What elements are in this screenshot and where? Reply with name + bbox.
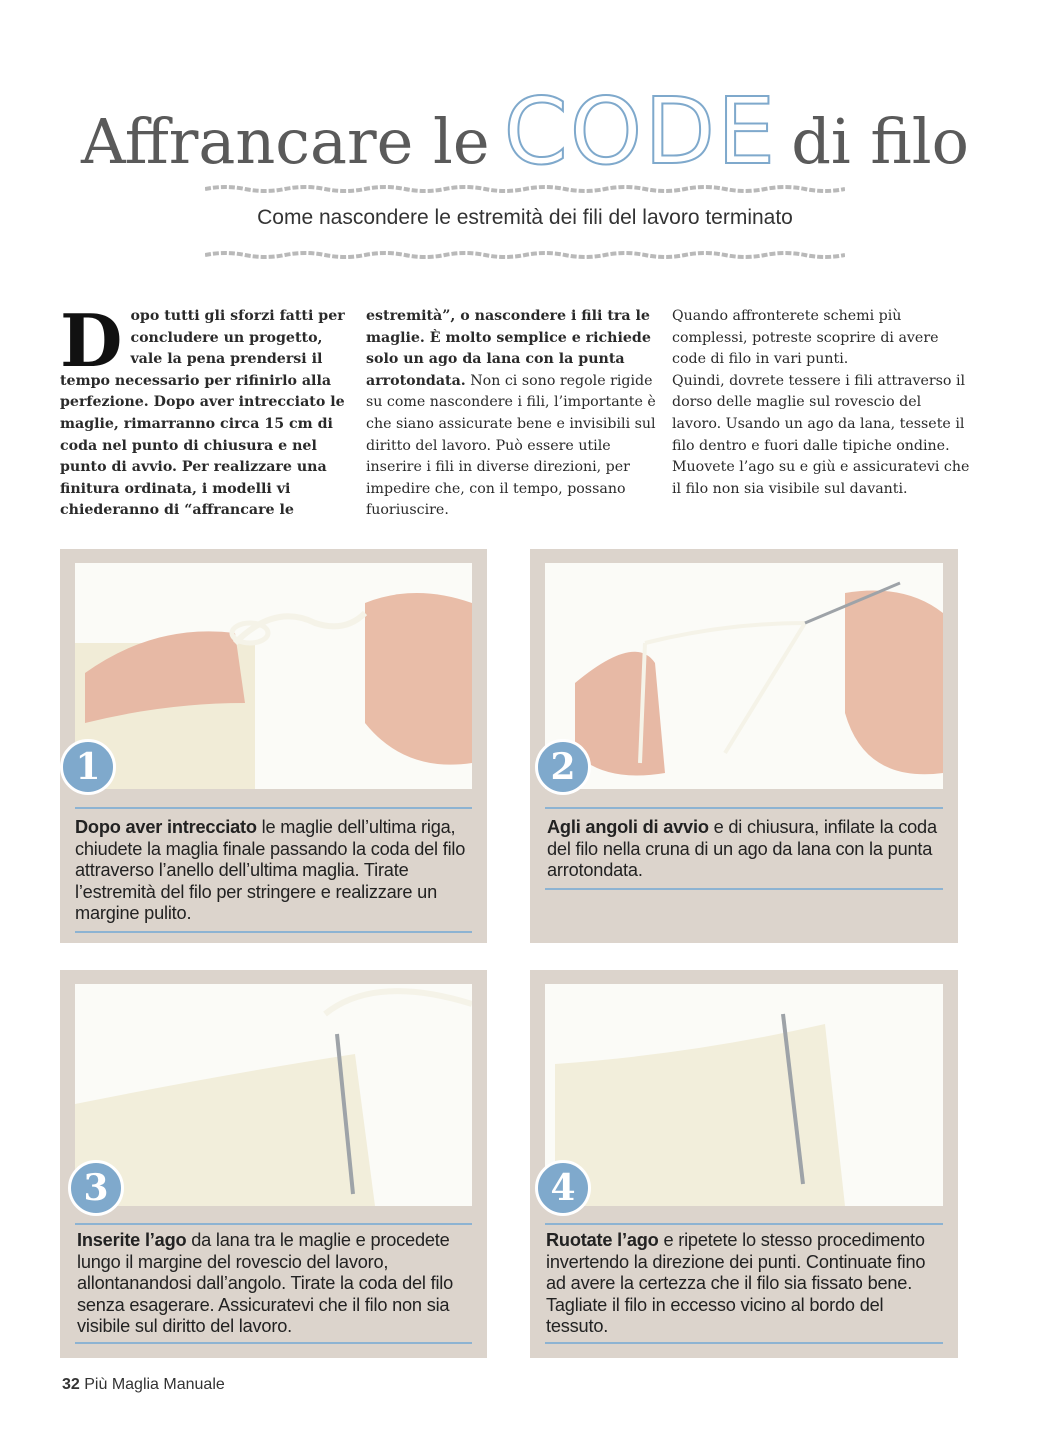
page-number: 32 xyxy=(62,1376,80,1393)
step-card-4 xyxy=(530,970,958,1358)
step-2-number: 2 xyxy=(535,739,591,795)
title-part2: di filo xyxy=(791,105,969,178)
step-3-top-rule xyxy=(75,1223,472,1225)
intro-column-1 xyxy=(60,298,348,522)
step-1-photo xyxy=(75,563,472,789)
step-2-photo xyxy=(545,563,943,789)
step-1-lead: Dopo aver intrecciato xyxy=(75,817,257,837)
page-footer xyxy=(62,1376,225,1394)
knit-fabric-reverse-needle-illustration xyxy=(545,984,943,1206)
step-2-text xyxy=(547,817,942,882)
step-card-2 xyxy=(530,549,958,943)
step-2-bottom-rule xyxy=(545,888,943,890)
title-emphasis: CODE xyxy=(503,78,778,185)
intro-col3-p2: Quindi, dovrete tessere i fili attraverso il dorso delle maglie sul rovescio del lavoro. Usando un ago da lana, tessete il filo dentro e fuori dalle tipiche ondine. Muovete l’ago su e giù e assicuratevi che il filo non sia visibile sul davanti. xyxy=(672,372,970,497)
intro-col2-text: Non ci sono regole rigide su come nascondere i fili, l’importante è che siano assicurate bene e invisibili sul diritto del lavoro. Può essere utile inserire i fili in diverse direzioni, per impedire che, con il tempo, possano fuoriuscire. xyxy=(366,372,656,519)
title-part1: Affrancare le xyxy=(81,105,490,178)
step-4-text xyxy=(546,1230,942,1338)
step-1-body: le maglie dell’ultima riga, chiudete la maglia finale passando la coda del filo attraverso l’anello dell’ultima maglia. Tirate l’estremità del filo per stringere e realizzare un margine pulito. xyxy=(75,817,466,924)
dropcap: D xyxy=(60,298,123,383)
step-4-bottom-rule xyxy=(545,1342,943,1344)
knit-fabric-with-needle-illustration xyxy=(75,984,472,1206)
step-3-text xyxy=(77,1230,472,1338)
magazine-name: Più Maglia Manuale xyxy=(84,1376,225,1393)
step-2-top-rule xyxy=(545,807,943,809)
step-2-body: e di chiusura, infilate la coda del filo nella cruna di un ago da lana con la punta arrotondata. xyxy=(547,817,937,881)
step-3-lead: Inserite l’ago xyxy=(77,1230,187,1250)
step-card-3 xyxy=(60,970,487,1358)
hands-threading-needle-illustration xyxy=(545,563,943,789)
step-4-body: e ripetete lo stesso procedimento invertendo la direzione dei punti. Continuate fino ad avere la certezza che il filo sia fissato bene. Tagliate il filo in eccesso vicino al bordo del tessuto. xyxy=(546,1230,926,1337)
step-3-photo xyxy=(75,984,472,1206)
page-subtitle: Come nascondere le estremità dei fili del lavoro terminato xyxy=(257,206,793,229)
intro-col1-text: opo tutti gli sforzi fatti per concludere un progetto, vale la pena prendersi il tempo necessario per rifinirlo alla perfezione. Dopo aver intrecciato le maglie, rimarranno circa 15 cm di coda nel punto di chiusura e nel punto di avvio. Per realizzare una finitura ordinata, i modelli vi chiederanno di “affrancare le xyxy=(60,308,345,519)
step-4-lead: Ruotate l’ago xyxy=(546,1230,659,1250)
step-4-top-rule xyxy=(545,1223,943,1225)
step-1-number: 1 xyxy=(60,739,116,795)
page-title xyxy=(0,78,1050,185)
step-1-text xyxy=(75,817,472,925)
step-4-number: 4 xyxy=(535,1160,591,1216)
step-card-1 xyxy=(60,549,487,943)
intro-column-2 xyxy=(366,306,656,522)
hands-tying-knot-illustration xyxy=(75,563,472,789)
intro-col2-bold: estremità”, o nascondere i fili tra le maglie. È molto semplice e richiede solo un ago da lana con la punta arrotondata. xyxy=(366,308,651,389)
step-3-body: da lana tra le maglie e procedete lungo il margine del rovescio del lavoro, allontanandosi dall’angolo. Tirate la coda del filo senza esagerare. Assicuratevi che il filo non sia visibile sul diritto del lavoro. xyxy=(77,1230,454,1337)
decorative-yarn-rule-bottom xyxy=(205,250,845,260)
step-4-photo xyxy=(545,984,943,1206)
step-3-number: 3 xyxy=(68,1160,124,1216)
intro-column-3 xyxy=(672,306,972,500)
step-3-bottom-rule xyxy=(75,1342,472,1344)
step-1-bottom-rule xyxy=(75,931,472,933)
decorative-yarn-rule-top xyxy=(205,184,845,194)
intro-col3-p1: Quando affronterete schemi più complessi, potreste scoprire di avere code di filo in vari punti. xyxy=(672,308,939,368)
step-2-lead: Agli angoli di avvio xyxy=(547,817,709,837)
step-1-top-rule xyxy=(75,807,472,809)
